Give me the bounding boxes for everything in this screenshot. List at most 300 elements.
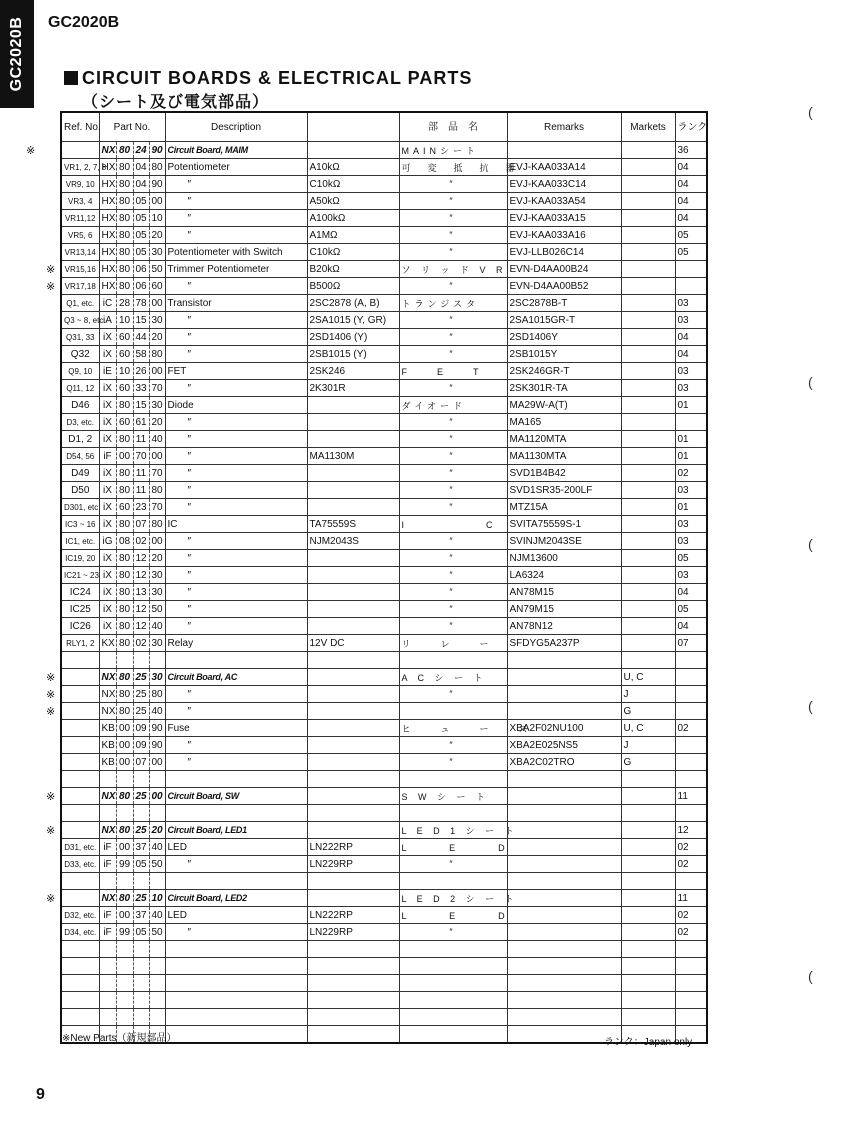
- part-no-segment: 80: [149, 482, 165, 499]
- part-no-segment: 30: [149, 567, 165, 584]
- remarks-cell: [507, 142, 621, 159]
- markets-cell: G: [621, 703, 675, 720]
- part-no-segment: 12: [133, 550, 149, 567]
- japanese-name-cell: ソ リ ッ ド V R: [399, 261, 507, 278]
- part-no-segment: 10: [116, 312, 133, 329]
- description-cell: LED: [165, 907, 307, 924]
- page-subtitle: （シート及び電気部品）: [82, 94, 270, 111]
- spec-cell: [307, 397, 399, 414]
- part-no-segment: 23: [133, 499, 149, 516]
- table-row: [61, 805, 707, 822]
- ref-no-cell: [61, 142, 99, 159]
- part-no-segment: [133, 975, 149, 992]
- japanese-name-cell: [399, 703, 507, 720]
- part-no-segment: 70: [149, 380, 165, 397]
- part-no-segment: 30: [149, 669, 165, 686]
- part-no-segment: iX: [99, 329, 116, 346]
- part-no-segment: 90: [149, 737, 165, 754]
- spec-cell: LN222RP: [307, 839, 399, 856]
- part-no-segment: 60: [116, 329, 133, 346]
- rank-cell: [675, 652, 707, 669]
- ref-no-cell: D46: [61, 397, 99, 414]
- table-row: [61, 686, 707, 703]
- description-cell: ″: [165, 601, 307, 618]
- part-no-segment: [99, 805, 116, 822]
- part-no-segment: 37: [133, 907, 149, 924]
- ref-no-cell: [61, 703, 99, 720]
- table-row: [61, 822, 707, 839]
- part-no-segment: 06: [133, 261, 149, 278]
- part-no-segment: iX: [99, 567, 116, 584]
- table-row: [61, 720, 707, 737]
- ref-no-cell: D31, etc.: [61, 839, 99, 856]
- ref-no-cell: [61, 975, 99, 992]
- spec-cell: [307, 465, 399, 482]
- description-cell: [165, 652, 307, 669]
- spec-cell: [307, 975, 399, 992]
- header-spec: [307, 112, 399, 142]
- part-no-segment: 15: [133, 397, 149, 414]
- spec-cell: 2SD1406 (Y): [307, 329, 399, 346]
- japanese-name-cell: ″: [399, 244, 507, 261]
- table-row: [61, 635, 707, 652]
- part-no-segment: iF: [99, 448, 116, 465]
- part-no-segment: NX: [99, 669, 116, 686]
- part-no-segment: [133, 652, 149, 669]
- ref-no-cell: IC1, etc.: [61, 533, 99, 550]
- rank-cell: [675, 737, 707, 754]
- description-cell: Diode: [165, 397, 307, 414]
- part-no-segment: 40: [149, 839, 165, 856]
- part-no-segment: 60: [116, 380, 133, 397]
- part-no-segment: iF: [99, 856, 116, 873]
- spec-cell: 12V DC: [307, 635, 399, 652]
- description-cell: ″: [165, 278, 307, 295]
- remarks-cell: EVJ-LLB026C14: [507, 244, 621, 261]
- remarks-cell: LA6324: [507, 567, 621, 584]
- new-part-star-icon: ※: [46, 263, 56, 276]
- rank-cell: 03: [675, 482, 707, 499]
- new-part-star-icon: ※: [46, 892, 56, 905]
- part-no-segment: 50: [149, 924, 165, 941]
- rank-cell: [675, 958, 707, 975]
- table-row: [61, 652, 707, 669]
- part-no-segment: 80: [116, 703, 133, 720]
- rank-cell: 36: [675, 142, 707, 159]
- new-part-star-icon: ※: [46, 824, 56, 837]
- rank-cell: 04: [675, 159, 707, 176]
- remarks-cell: SVITA75559S-1: [507, 516, 621, 533]
- part-no-segment: 40: [149, 703, 165, 720]
- description-cell: Trimmer Potentiometer: [165, 261, 307, 278]
- rank-cell: 02: [675, 465, 707, 482]
- part-no-segment: 60: [149, 278, 165, 295]
- table-row: [61, 550, 707, 567]
- spec-cell: [307, 431, 399, 448]
- table-row: [61, 312, 707, 329]
- part-no-segment: [116, 873, 133, 890]
- part-no-segment: iG: [99, 533, 116, 550]
- ref-no-cell: D32, etc.: [61, 907, 99, 924]
- table-row: [61, 414, 707, 431]
- spec-cell: [307, 584, 399, 601]
- markets-cell: [621, 584, 675, 601]
- table-row: [61, 839, 707, 856]
- part-no-segment: 80: [116, 550, 133, 567]
- japanese-name-cell: MAINシート: [399, 142, 507, 159]
- rank-cell: 01: [675, 431, 707, 448]
- remarks-cell: MA29W-A(T): [507, 397, 621, 414]
- table-row: [61, 346, 707, 363]
- part-no-segment: 70: [133, 448, 149, 465]
- part-no-segment: [149, 1009, 165, 1026]
- description-cell: ″: [165, 329, 307, 346]
- ref-no-cell: Q31, 33: [61, 329, 99, 346]
- markets-cell: [621, 329, 675, 346]
- ref-no-cell: Q1, etc.: [61, 295, 99, 312]
- part-no-segment: 10: [149, 210, 165, 227]
- part-no-segment: [149, 975, 165, 992]
- table-row: [61, 193, 707, 210]
- remarks-cell: SVD1SR35-200LF: [507, 482, 621, 499]
- ref-no-cell: D3, etc.: [61, 414, 99, 431]
- spec-cell: [307, 992, 399, 1009]
- ref-no-cell: Q3 ~ 8, etc.: [61, 312, 99, 329]
- part-no-segment: 37: [133, 839, 149, 856]
- side-model-tab: [0, 0, 34, 108]
- new-part-star-icon: ※: [46, 671, 56, 684]
- description-cell: ″: [165, 703, 307, 720]
- markets-cell: [621, 822, 675, 839]
- part-no-segment: KB: [99, 754, 116, 771]
- spec-cell: A1MΩ: [307, 227, 399, 244]
- part-no-segment: 25: [133, 788, 149, 805]
- rank-cell: 04: [675, 210, 707, 227]
- description-cell: ″: [165, 618, 307, 635]
- markets-cell: [621, 873, 675, 890]
- markets-cell: [621, 227, 675, 244]
- remarks-cell: XBA2F02NU100: [507, 720, 621, 737]
- rank-cell: 05: [675, 244, 707, 261]
- part-no-segment: 80: [116, 176, 133, 193]
- remarks-cell: XBA2C02TRO: [507, 754, 621, 771]
- remarks-cell: SFDYG5A237P: [507, 635, 621, 652]
- table-row: [61, 380, 707, 397]
- markets-cell: [621, 380, 675, 397]
- part-no-segment: 90: [149, 176, 165, 193]
- part-no-segment: iX: [99, 414, 116, 431]
- header-ref-no: Ref. No.: [61, 112, 99, 142]
- remarks-cell: EVJ-KAA033A54: [507, 193, 621, 210]
- part-no-segment: 80: [116, 482, 133, 499]
- part-no-segment: 80: [116, 244, 133, 261]
- spec-cell: B20kΩ: [307, 261, 399, 278]
- markets-cell: [621, 278, 675, 295]
- japanese-name-cell: ″: [399, 601, 507, 618]
- ref-no-cell: [61, 686, 99, 703]
- remarks-cell: SVD1B4B42: [507, 465, 621, 482]
- remarks-cell: EVJ-KAA033A16: [507, 227, 621, 244]
- markets-cell: [621, 210, 675, 227]
- japanese-name-cell: [399, 873, 507, 890]
- ref-no-cell: [61, 1009, 99, 1026]
- part-no-segment: 00: [116, 720, 133, 737]
- remarks-cell: EVN-D4AA00B24: [507, 261, 621, 278]
- description-cell: [165, 1009, 307, 1026]
- square-bullet-icon: [64, 71, 78, 85]
- rank-cell: 04: [675, 193, 707, 210]
- part-no-segment: 40: [149, 431, 165, 448]
- new-part-star-icon: ※: [46, 705, 56, 718]
- part-no-segment: [99, 873, 116, 890]
- ref-no-cell: [61, 873, 99, 890]
- description-cell: Circuit Board, LED1: [165, 822, 307, 839]
- part-no-segment: 58: [133, 346, 149, 363]
- spec-cell: MA1130M: [307, 448, 399, 465]
- table-row: [61, 907, 707, 924]
- part-no-segment: 80: [116, 142, 133, 159]
- part-no-segment: iE: [99, 363, 116, 380]
- japanese-name-cell: ″: [399, 448, 507, 465]
- part-no-segment: 04: [133, 176, 149, 193]
- part-no-segment: KB: [99, 720, 116, 737]
- part-no-segment: [116, 771, 133, 788]
- description-cell: ″: [165, 312, 307, 329]
- japanese-name-cell: L E D: [399, 839, 507, 856]
- part-no-segment: [99, 975, 116, 992]
- part-no-segment: 00: [116, 839, 133, 856]
- description-cell: [165, 941, 307, 958]
- part-no-segment: [149, 941, 165, 958]
- spec-cell: [307, 618, 399, 635]
- part-no-segment: 28: [116, 295, 133, 312]
- remarks-cell: [507, 1009, 621, 1026]
- part-no-segment: [99, 941, 116, 958]
- part-no-segment: 80: [116, 278, 133, 295]
- part-no-segment: 90: [149, 720, 165, 737]
- japanese-name-cell: ″: [399, 856, 507, 873]
- part-no-segment: 11: [133, 431, 149, 448]
- table-row: [61, 737, 707, 754]
- rank-cell: [675, 975, 707, 992]
- rank-cell: 11: [675, 788, 707, 805]
- ref-no-cell: VR3, 4: [61, 193, 99, 210]
- japanese-name-cell: ダイオード: [399, 397, 507, 414]
- new-part-star-icon: ※: [46, 280, 56, 293]
- remarks-cell: XBA2E025NS5: [507, 737, 621, 754]
- part-no-segment: 61: [133, 414, 149, 431]
- remarks-cell: [507, 686, 621, 703]
- part-no-segment: 05: [133, 210, 149, 227]
- part-no-segment: [149, 958, 165, 975]
- ref-no-cell: VR13,14: [61, 244, 99, 261]
- table-row: [61, 363, 707, 380]
- table-row: [61, 482, 707, 499]
- table-row: [61, 601, 707, 618]
- markets-cell: [621, 856, 675, 873]
- japanese-name-cell: ″: [399, 482, 507, 499]
- japanese-name-cell: トランジスタ: [399, 295, 507, 312]
- ref-no-cell: [61, 992, 99, 1009]
- table-row: [61, 992, 707, 1009]
- part-no-segment: 80: [149, 159, 165, 176]
- spec-cell: [307, 669, 399, 686]
- remarks-cell: 2SB1015Y: [507, 346, 621, 363]
- part-no-segment: [133, 771, 149, 788]
- table-row: [61, 669, 707, 686]
- ref-no-cell: Q11, 12: [61, 380, 99, 397]
- binding-hole-mark: (: [808, 698, 813, 714]
- part-no-segment: iF: [99, 907, 116, 924]
- markets-cell: [621, 601, 675, 618]
- table-row: [61, 261, 707, 278]
- japanese-name-cell: ″: [399, 278, 507, 295]
- spec-cell: [307, 805, 399, 822]
- part-no-segment: 25: [133, 822, 149, 839]
- description-cell: Circuit Board, AC: [165, 669, 307, 686]
- part-no-segment: [133, 805, 149, 822]
- part-no-segment: HX: [99, 210, 116, 227]
- rank-cell: 02: [675, 720, 707, 737]
- japanese-name-cell: [399, 941, 507, 958]
- header-japanese-name: 部 品 名: [399, 112, 507, 142]
- japanese-name-cell: ″: [399, 414, 507, 431]
- description-cell: [165, 958, 307, 975]
- part-no-segment: 80: [116, 261, 133, 278]
- table-row: [61, 754, 707, 771]
- remarks-cell: EVJ-KAA033A14: [507, 159, 621, 176]
- japanese-name-cell: ″: [399, 584, 507, 601]
- part-no-segment: 90: [149, 142, 165, 159]
- spec-cell: [307, 890, 399, 907]
- japanese-name-cell: ″: [399, 465, 507, 482]
- part-no-segment: 30: [149, 584, 165, 601]
- table-row: [61, 941, 707, 958]
- description-cell: ″: [165, 550, 307, 567]
- japanese-name-cell: ″: [399, 227, 507, 244]
- remarks-cell: MTZ15A: [507, 499, 621, 516]
- markets-cell: [621, 839, 675, 856]
- part-no-segment: KB: [99, 737, 116, 754]
- table-row: [61, 1009, 707, 1026]
- part-no-segment: 99: [116, 856, 133, 873]
- spec-cell: [307, 703, 399, 720]
- japanese-name-cell: F E T: [399, 363, 507, 380]
- table-row: [61, 703, 707, 720]
- part-no-segment: 24: [133, 142, 149, 159]
- part-no-segment: 12: [133, 618, 149, 635]
- japanese-name-cell: ″: [399, 737, 507, 754]
- header-description: Description: [165, 112, 307, 142]
- remarks-cell: EVJ-KAA033C14: [507, 176, 621, 193]
- part-no-segment: [116, 652, 133, 669]
- part-no-segment: [133, 1009, 149, 1026]
- remarks-cell: MA165: [507, 414, 621, 431]
- description-cell: Transistor: [165, 295, 307, 312]
- part-no-segment: iX: [99, 516, 116, 533]
- part-no-segment: 05: [133, 924, 149, 941]
- japanese-name-cell: [399, 771, 507, 788]
- markets-cell: [621, 635, 675, 652]
- description-cell: ″: [165, 431, 307, 448]
- markets-cell: [621, 312, 675, 329]
- part-no-segment: NX: [99, 703, 116, 720]
- spec-cell: 2SA1015 (Y, GR): [307, 312, 399, 329]
- remarks-cell: [507, 805, 621, 822]
- rank-cell: 02: [675, 839, 707, 856]
- ref-no-cell: VR5, 6: [61, 227, 99, 244]
- table-row: [61, 890, 707, 907]
- remarks-cell: [507, 924, 621, 941]
- japanese-name-cell: L E D: [399, 907, 507, 924]
- ref-no-cell: VR17,18: [61, 278, 99, 295]
- rank-cell: [675, 686, 707, 703]
- part-no-segment: [116, 992, 133, 1009]
- part-no-segment: [149, 992, 165, 1009]
- spec-cell: [307, 601, 399, 618]
- remarks-cell: 2SK301R-TA: [507, 380, 621, 397]
- japanese-name-cell: リ レ ー: [399, 635, 507, 652]
- markets-cell: [621, 499, 675, 516]
- rank-cell: [675, 805, 707, 822]
- remarks-cell: [507, 992, 621, 1009]
- japanese-name-cell: L E D 1 シ ー ト: [399, 822, 507, 839]
- part-no-segment: 00: [149, 193, 165, 210]
- rank-cell: 04: [675, 618, 707, 635]
- part-no-segment: 60: [116, 346, 133, 363]
- part-no-segment: 20: [149, 414, 165, 431]
- part-no-segment: 00: [149, 533, 165, 550]
- markets-cell: J: [621, 686, 675, 703]
- new-part-star-icon: ※: [46, 688, 56, 701]
- rank-cell: 12: [675, 822, 707, 839]
- part-no-segment: [116, 1009, 133, 1026]
- page-title: [64, 68, 472, 89]
- description-cell: ″: [165, 856, 307, 873]
- part-no-segment: 80: [149, 346, 165, 363]
- part-no-segment: 07: [133, 754, 149, 771]
- remarks-cell: 2SK246GR-T: [507, 363, 621, 380]
- description-cell: IC: [165, 516, 307, 533]
- remarks-cell: [507, 822, 621, 839]
- ref-no-cell: IC21 ~ 23: [61, 567, 99, 584]
- part-no-segment: HX: [99, 159, 116, 176]
- markets-cell: [621, 652, 675, 669]
- japanese-name-cell: ″: [399, 754, 507, 771]
- parts-table: [60, 111, 708, 1044]
- remarks-cell: [507, 839, 621, 856]
- spec-cell: [307, 567, 399, 584]
- rank-cell: [675, 873, 707, 890]
- japanese-name-cell: ″: [399, 924, 507, 941]
- ref-no-cell: D34, etc.: [61, 924, 99, 941]
- japanese-name-cell: ″: [399, 176, 507, 193]
- japanese-name-cell: A C シ ー ト: [399, 669, 507, 686]
- japanese-name-cell: I C: [399, 516, 507, 533]
- table-row: [61, 856, 707, 873]
- markets-cell: [621, 975, 675, 992]
- table-row: [61, 771, 707, 788]
- table-row: [61, 465, 707, 482]
- part-no-segment: 80: [116, 890, 133, 907]
- table-row: [61, 958, 707, 975]
- part-no-segment: 00: [116, 754, 133, 771]
- ref-no-cell: D49: [61, 465, 99, 482]
- part-no-segment: 25: [133, 703, 149, 720]
- japanese-name-cell: ″: [399, 431, 507, 448]
- table-row: [61, 584, 707, 601]
- part-no-segment: 80: [116, 567, 133, 584]
